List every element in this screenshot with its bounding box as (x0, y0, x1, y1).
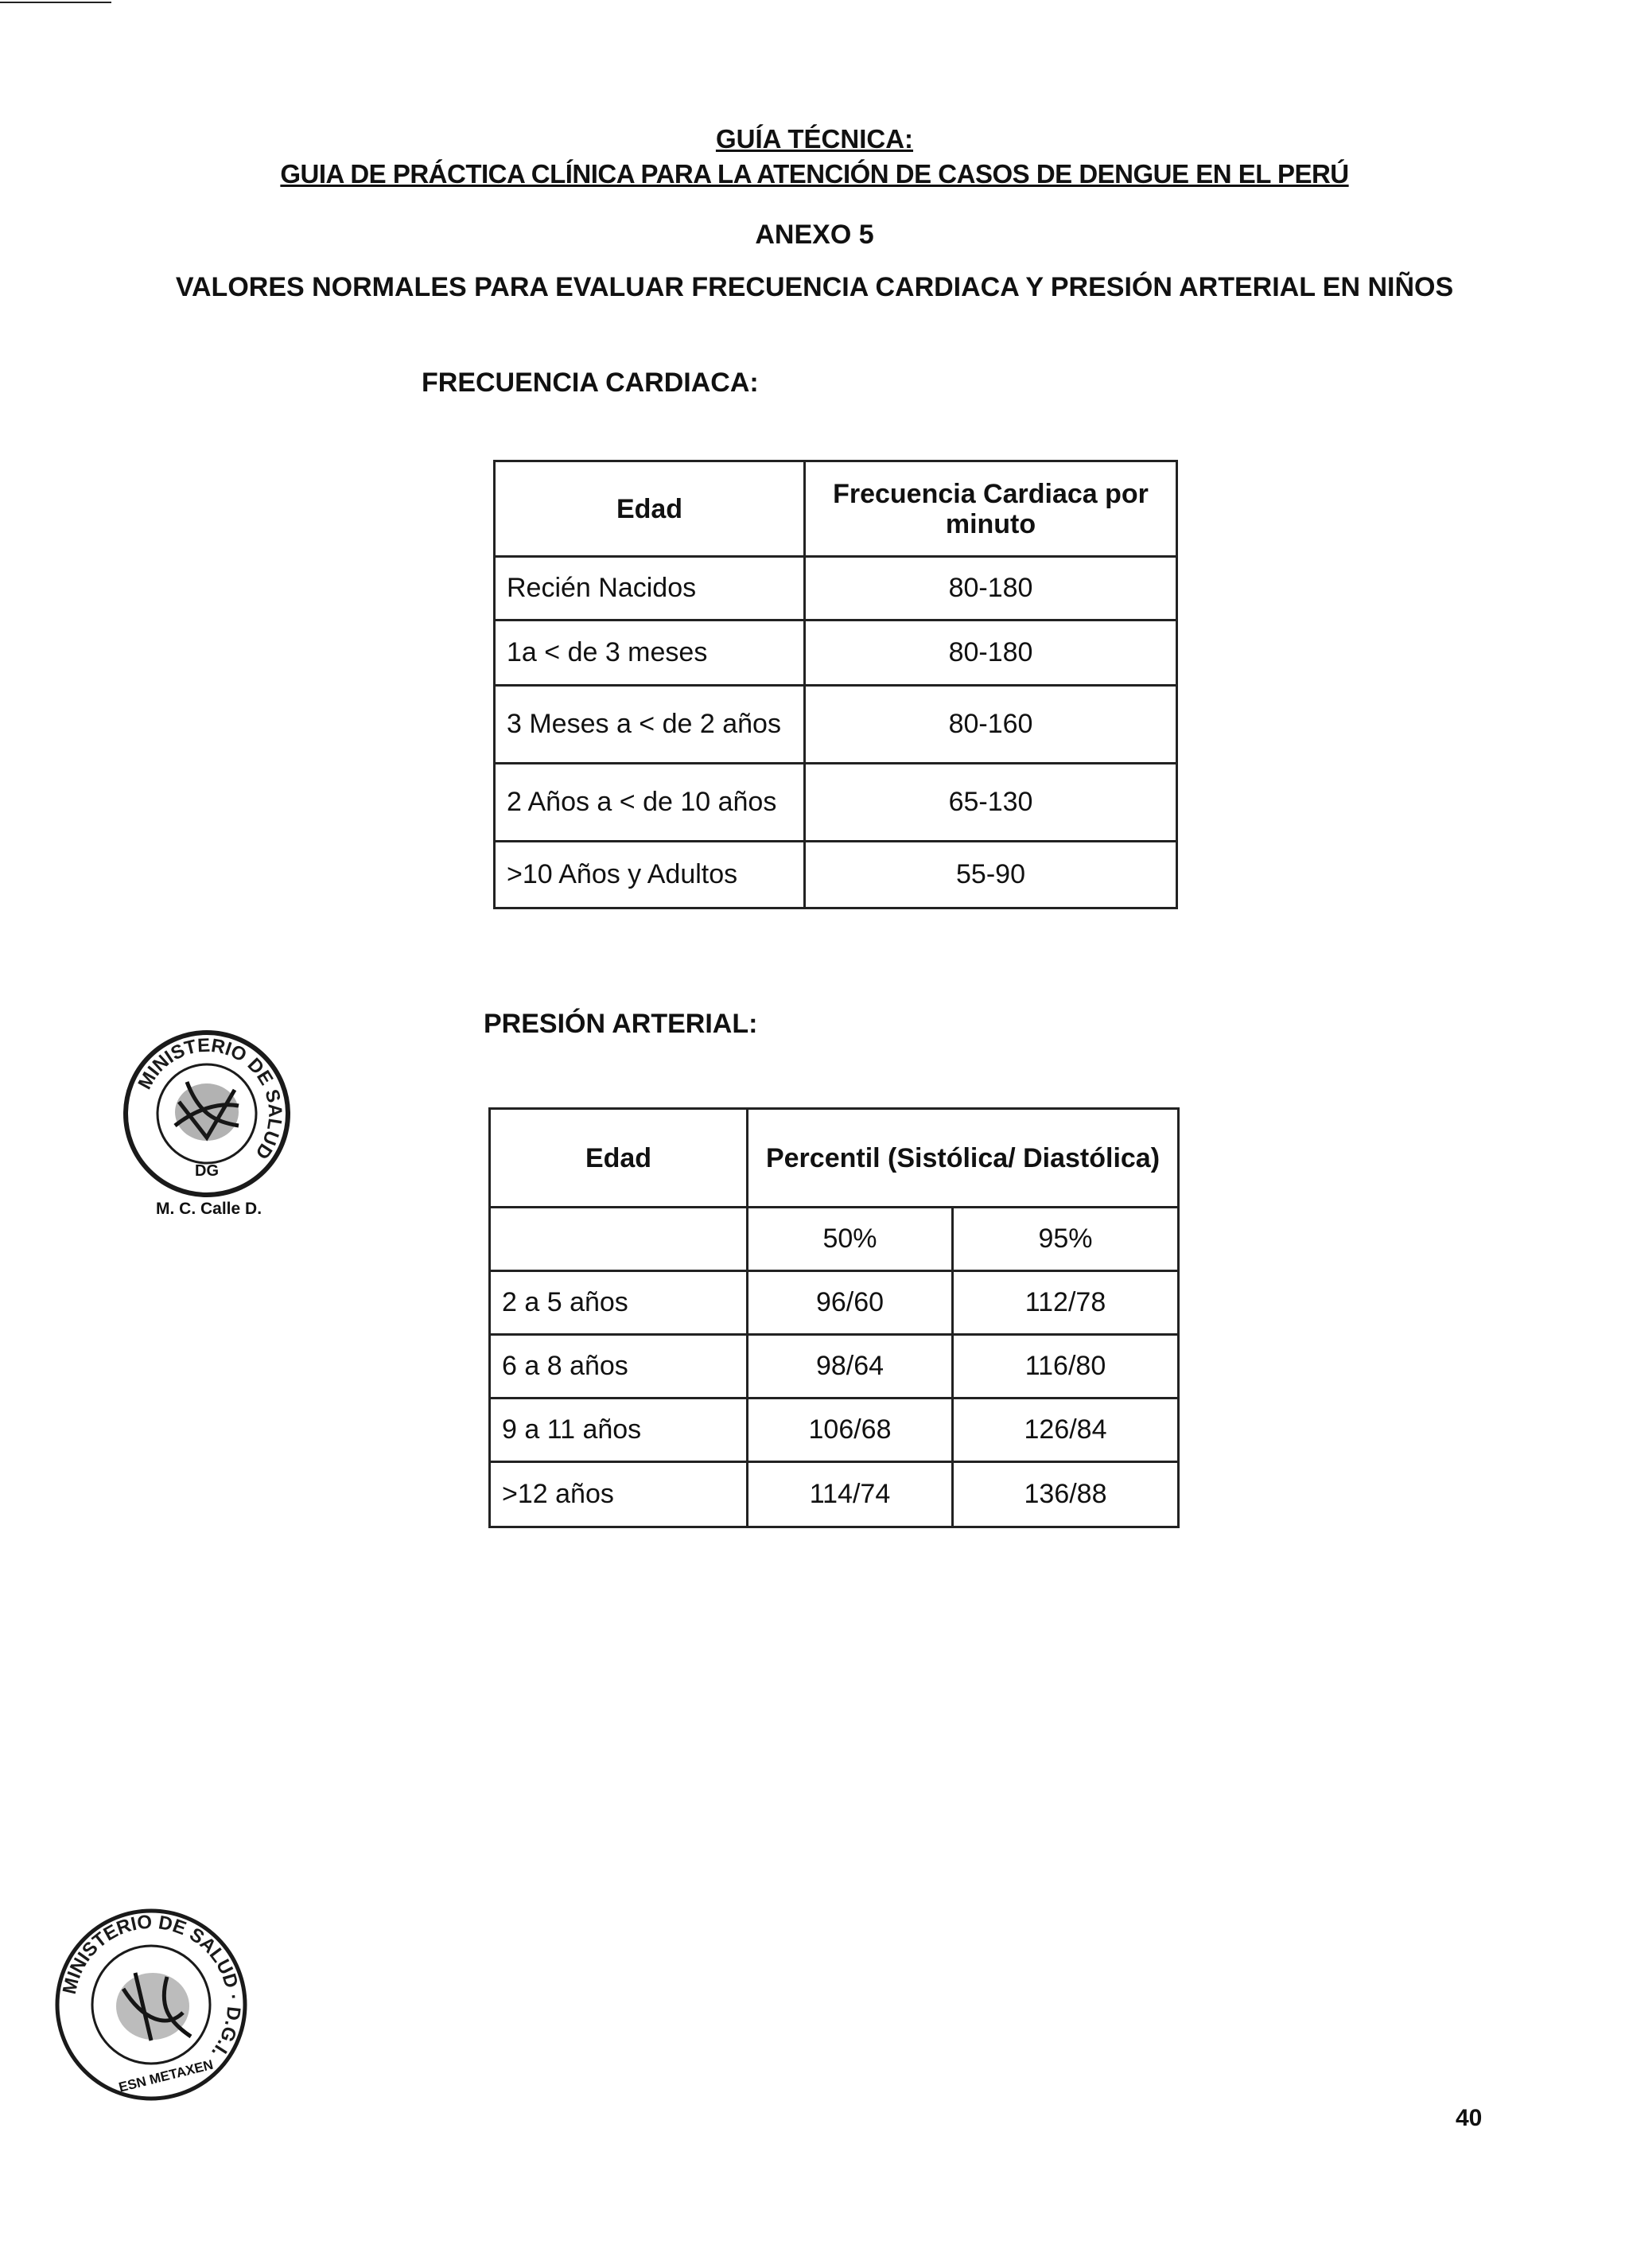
column-header-age: Edad (490, 1109, 748, 1208)
table-row (490, 1399, 1179, 1462)
age-cell: >12 años (490, 1462, 748, 1527)
age-cell: Recién Nacidos (495, 557, 805, 620)
p95-cell: 126/84 (953, 1399, 1179, 1462)
seal-top-ring-text: MINISTERIO DE SALUD (134, 1034, 286, 1163)
heart-rate-section-title: FRECUENCIA CARDIACA: (422, 368, 759, 398)
table-row (490, 1271, 1179, 1335)
heart-rate-cell: 55-90 (805, 842, 1177, 908)
p95-cell: 112/78 (953, 1271, 1179, 1335)
column-header-percentile: Percentil (Sistólica/ Diastólica) (748, 1109, 1179, 1208)
age-cell: 9 a 11 años (490, 1399, 748, 1462)
age-cell: 6 a 8 años (490, 1335, 748, 1399)
p95-cell: 116/80 (953, 1335, 1179, 1399)
age-cell: 3 Meses a < de 2 años (495, 686, 805, 764)
heart-rate-cell: 65-130 (805, 764, 1177, 842)
guide-title: GUIA DE PRÁCTICA CLÍNICA PARA LA ATENCIÓN DE CASOS DE DENGUE EN EL PERÚ (280, 159, 1349, 189)
table-subheader-row (490, 1208, 1179, 1271)
column-header-heart-rate: Frecuencia Cardiaca por minuto (805, 461, 1177, 557)
table-row (490, 1462, 1179, 1527)
table-row (490, 1335, 1179, 1399)
table-row (495, 620, 1177, 686)
p50-cell: 96/60 (748, 1271, 953, 1335)
table-header-row (495, 461, 1177, 557)
ministry-seal-bottom (48, 1901, 255, 2108)
table-row (495, 764, 1177, 842)
table-row (495, 842, 1177, 908)
blood-pressure-table (488, 1107, 1180, 1528)
p50-cell: 98/64 (748, 1335, 953, 1399)
guide-label: GUÍA TÉCNICA: (715, 124, 914, 154)
p50-cell: 114/74 (748, 1462, 953, 1527)
table-header-row (490, 1109, 1179, 1208)
table-row (495, 557, 1177, 620)
heart-rate-cell: 80-160 (805, 686, 1177, 764)
seal-caption: M. C. Calle D. (156, 1200, 262, 1218)
heart-rate-cell: 80-180 (805, 557, 1177, 620)
age-cell: 1a < de 3 meses (495, 620, 805, 686)
column-header-p95: 95% (953, 1208, 1179, 1271)
p95-cell: 136/88 (953, 1462, 1179, 1527)
p50-cell: 106/68 (748, 1399, 953, 1462)
heart-rate-table (493, 460, 1178, 909)
top-rule (0, 2, 111, 3)
blood-pressure-section-title: PRESIÓN ARTERIAL: (484, 1009, 758, 1039)
seal-bottom-ring-text: MINISTERIO DE SALUD · D.G.I. (58, 1911, 245, 2063)
column-header-age: Edad (495, 461, 805, 557)
age-cell: >10 Años y Adultos (495, 842, 805, 908)
table-row (495, 686, 1177, 764)
age-cell: 2 a 5 años (490, 1271, 748, 1335)
empty-cell (490, 1208, 748, 1271)
annex-heading: ANEXO 5 (755, 220, 874, 250)
page-number: 40 (1456, 2105, 1483, 2131)
seal-top-inner-text: DG (195, 1162, 219, 1180)
ministry-seal-top (119, 1026, 294, 1201)
heart-rate-cell: 80-180 (805, 620, 1177, 686)
seal-bottom-inner-text: ESN METAXEN (117, 2056, 215, 2095)
column-header-p50: 50% (748, 1208, 953, 1271)
age-cell: 2 Años a < de 10 años (495, 764, 805, 842)
annex-title: VALORES NORMALES PARA EVALUAR FRECUENCIA CARDIACA Y PRESIÓN ARTERIAL EN NIÑOS (175, 272, 1454, 302)
